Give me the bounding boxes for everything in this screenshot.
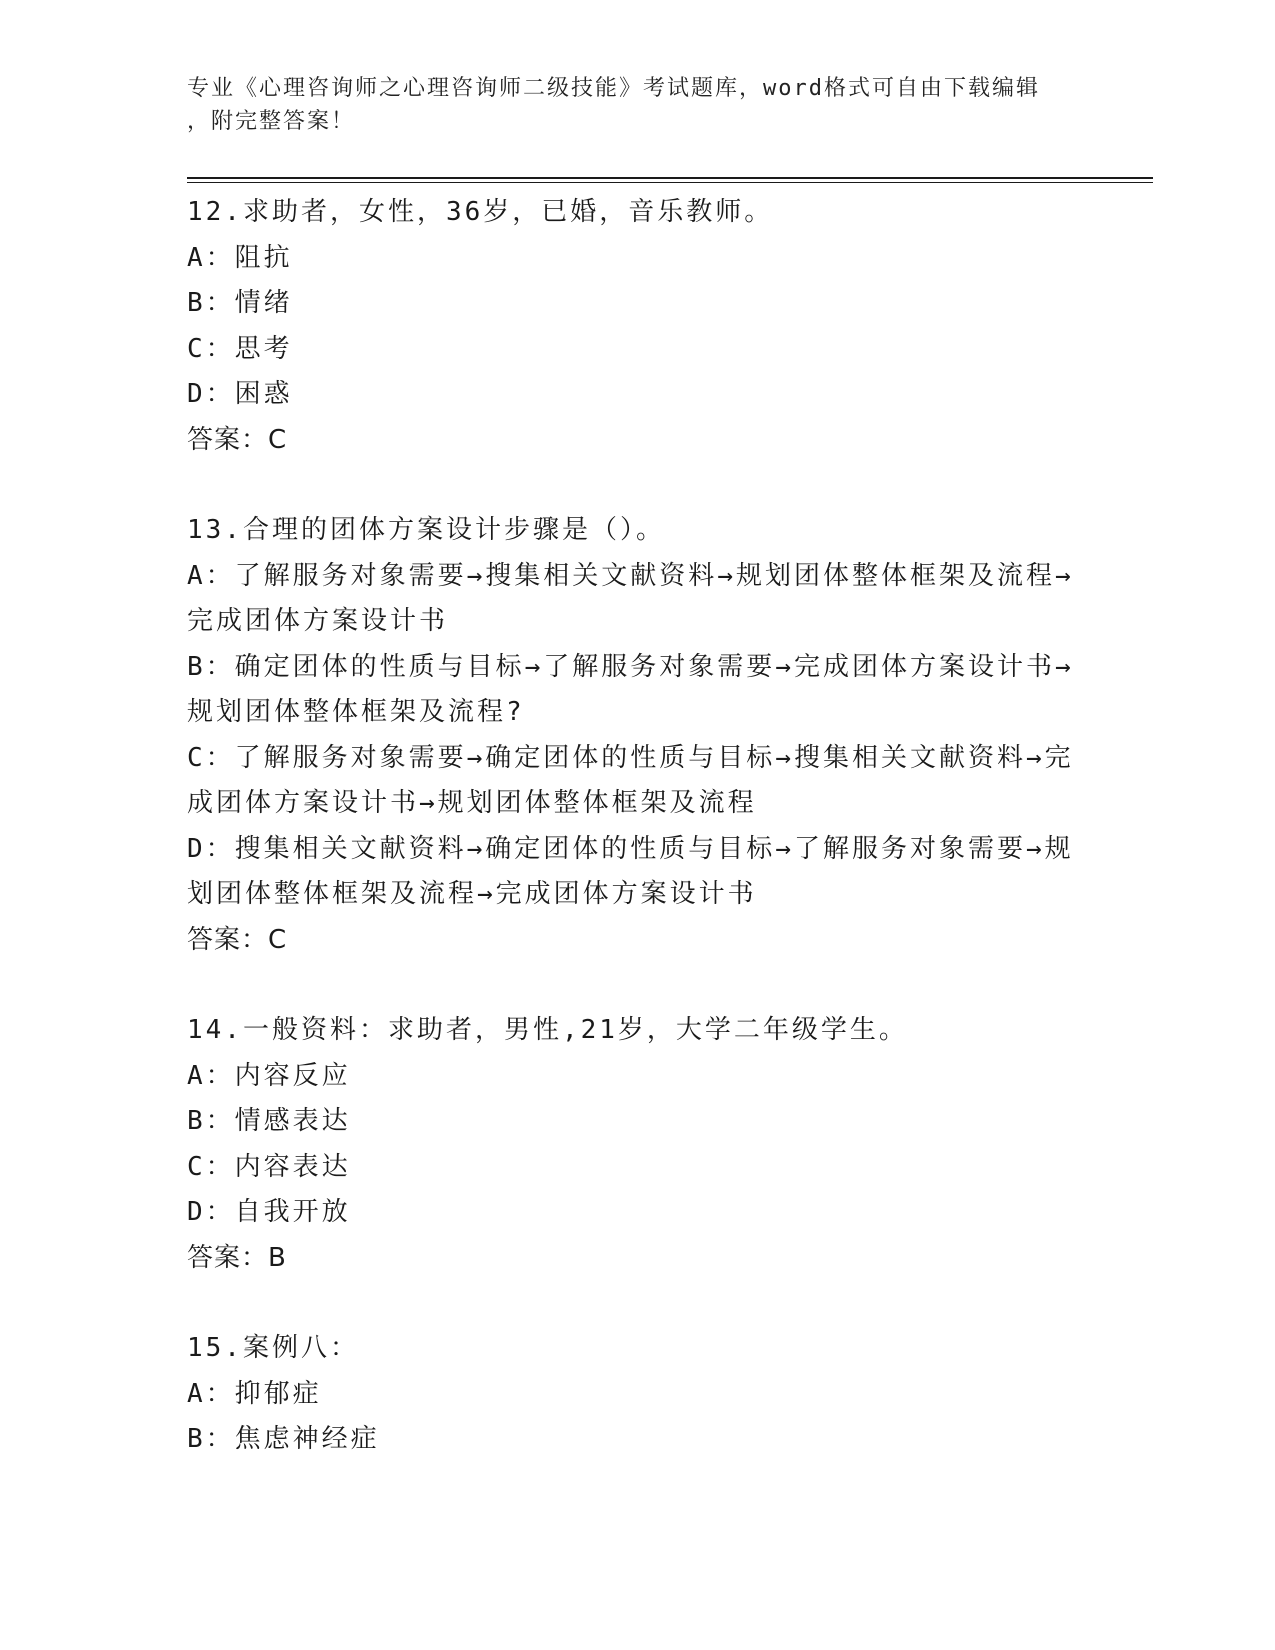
option-c: C：了解服务对象需要→确定团体的性质与目标→搜集相关文献资料→完成团体方案设计书→规划团体整体框架及流程 xyxy=(187,742,1074,818)
question-stem: 15.案例八： xyxy=(187,1333,359,1363)
option-c: C：内容表达 xyxy=(187,1151,351,1182)
option-d: D：搜集相关文献资料→确定团体的性质与目标→了解服务对象需要→规划团体整体框架及流程→完成团体方案设计书 xyxy=(187,833,1074,909)
question-15 xyxy=(187,1326,1087,1463)
option-d: D：自我开放 xyxy=(187,1197,351,1227)
header-divider-thick xyxy=(187,177,1153,179)
question-13 xyxy=(187,508,1087,963)
option-a: A：了解服务对象需要→搜集相关文献资料→规划团体整体框架及流程→完成团体方案设计书 xyxy=(187,560,1074,636)
answer-line: 答案：C xyxy=(187,424,288,455)
option-b: B：情绪 xyxy=(187,288,293,318)
option-b: B：情感表达 xyxy=(187,1106,351,1136)
option-a: A：阻抗 xyxy=(187,242,293,273)
option-c: C：思考 xyxy=(187,333,293,364)
option-b: B：确定团体的性质与目标→了解服务对象需要→完成团体方案设计书→规划团体整体框架及流程? xyxy=(187,651,1074,727)
question-12 xyxy=(187,190,1087,463)
option-d: D：困惑 xyxy=(187,379,293,409)
option-a: A：抑郁症 xyxy=(187,1378,322,1409)
header-line-1: 专业《心理咨询师之心理咨询师二级技能》考试题库，word格式可自由下载编辑 xyxy=(187,76,1040,101)
header-line-2: ，附完整答案！ xyxy=(187,109,356,134)
option-b: B：焦虑神经症 xyxy=(187,1424,380,1454)
document-header xyxy=(187,72,1067,138)
question-stem: 12.求助者，女性，36岁，已婚，音乐教师。 xyxy=(187,197,774,227)
question-list xyxy=(187,190,1087,1508)
question-14 xyxy=(187,1008,1087,1281)
answer-line: 答案：C xyxy=(187,924,288,955)
answer-line: 答案：B xyxy=(187,1242,287,1273)
question-stem: 13.合理的团体方案设计步骤是（）。 xyxy=(187,515,665,545)
option-a: A：内容反应 xyxy=(187,1060,351,1091)
header-divider-thin xyxy=(187,182,1153,183)
question-stem: 14.一般资料：求助者，男性,21岁，大学二年级学生。 xyxy=(187,1015,908,1045)
